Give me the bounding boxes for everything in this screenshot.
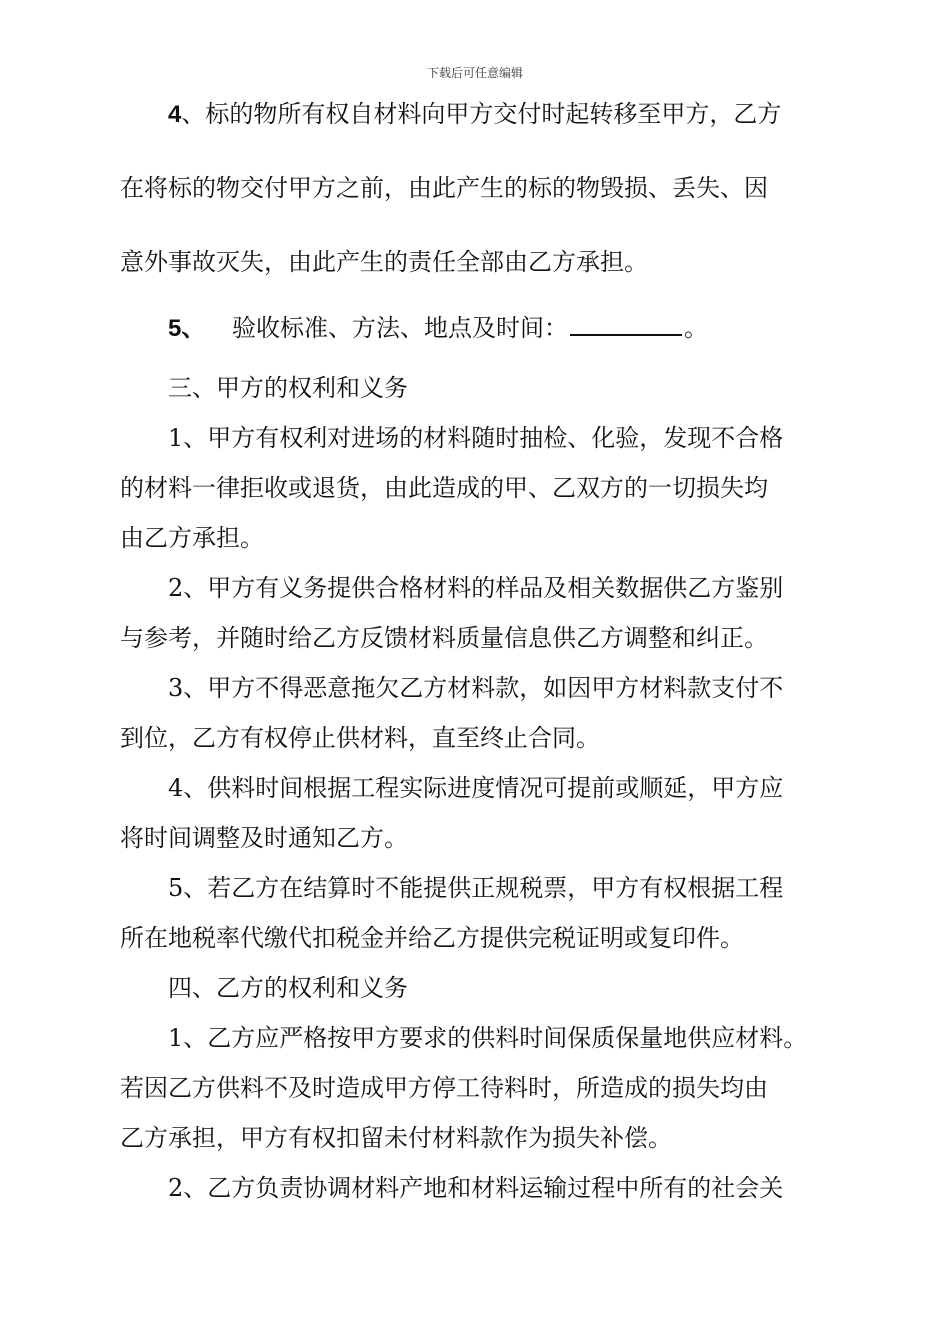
clause-5-number: 5、 — [168, 315, 206, 342]
fill-in-blank — [570, 312, 682, 336]
clause-4-number: 4 — [168, 101, 182, 128]
clause-5-text: 验收标准、方法、地点及时间： — [232, 314, 568, 342]
section-3-line: 3、甲方不得恶意拖欠乙方材料款，如因甲方材料款支付不 — [168, 674, 784, 702]
section-3-line: 到位，乙方有权停止供材料，直至终止合同。 — [120, 724, 600, 752]
section-4-heading: 四、乙方的权利和义务 — [168, 974, 408, 1002]
section-3-line: 1、甲方有权利对进场的材料随时抽检、化验，发现不合格 — [168, 424, 784, 452]
section-3-line: 由乙方承担。 — [120, 524, 264, 552]
clause-4-line-3: 意外事故灭失，由此产生的责任全部由乙方承担。 — [120, 248, 648, 276]
section-3-line: 所在地税率代缴代扣税金并给乙方提供完税证明或复印件。 — [120, 924, 744, 952]
section-3-heading: 三、甲方的权利和义务 — [168, 374, 408, 402]
section-3-line: 与参考，并随时给乙方反馈材料质量信息供乙方调整和纠正。 — [120, 624, 768, 652]
section-3-line: 的材料一律拒收或退货，由此造成的甲、乙双方的一切损失均 — [120, 474, 768, 502]
section-3-line: 5、若乙方在结算时不能提供正规税票，甲方有权根据工程 — [168, 874, 784, 902]
section-4-line: 2、乙方负责协调材料产地和材料运输过程中所有的社会关 — [168, 1174, 784, 1202]
section-4-line: 1、乙方应严格按甲方要求的供料时间保质保量地供应材料。 — [168, 1024, 808, 1052]
clause-4-text-1: 、标的物所有权自材料向甲方交付时起转移至甲方，乙方 — [181, 100, 782, 128]
section-3-line: 4、供料时间根据工程实际进度情况可提前或顺延，甲方应 — [168, 774, 784, 802]
clause-5-end: 。 — [684, 314, 708, 342]
clause-5-line — [168, 312, 708, 343]
section-3-line: 2、甲方有义务提供合格材料的样品及相关数据供乙方鉴别 — [168, 574, 784, 602]
section-4-line: 乙方承担，甲方有权扣留未付材料款作为损失补偿。 — [120, 1124, 672, 1152]
page-header: 下载后可任意编辑 — [426, 66, 523, 80]
section-4-line: 若因乙方供料不及时造成甲方停工待料时，所造成的损失均由 — [120, 1074, 768, 1102]
clause-4-line-2: 在将标的物交付甲方之前，由此产生的标的物毁损、丢失、因 — [120, 174, 768, 202]
clause-4-line-1 — [168, 100, 781, 129]
section-3-line: 将时间调整及时通知乙方。 — [120, 824, 408, 852]
